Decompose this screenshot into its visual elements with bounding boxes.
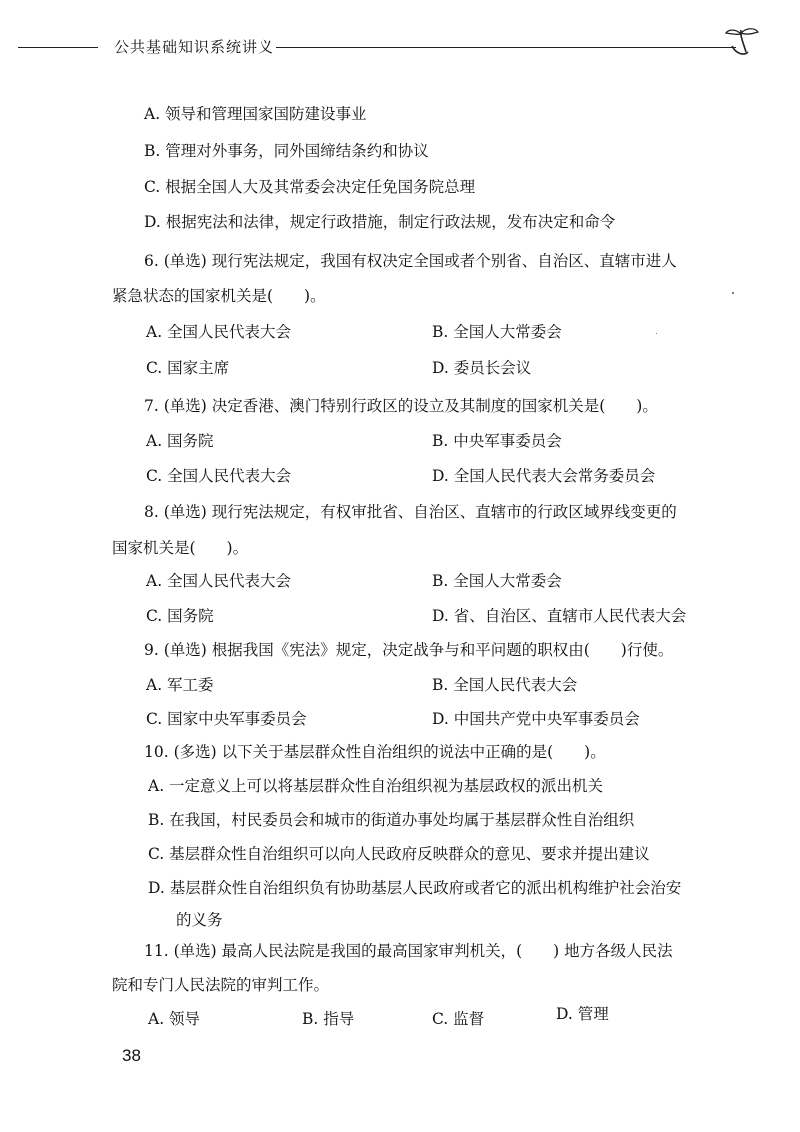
option-line: B. 全国人大常委会 [432, 572, 562, 590]
header-title: 公共基础知识系统讲义 [114, 38, 275, 56]
option-line: A. 领导 [148, 1010, 201, 1028]
option-line: D. 基层群众性自治组织负有协助基层人民政府或者它的派出机构维护社会治安 [148, 879, 682, 897]
header-rule-left [18, 47, 98, 48]
page-number: 38 [122, 1046, 141, 1065]
option-line: B. 指导 [302, 1010, 355, 1028]
question-6-cont: 紧急状态的国家机关是( )。 [112, 287, 326, 305]
option-line: C. 国家中央军事委员会 [146, 710, 307, 728]
option-line: C. 全国人民代表大会 [146, 467, 292, 485]
option-line: A. 全国人民代表大会 [146, 323, 292, 341]
option-line: D. 省、自治区、直辖市人民代表大会 [432, 607, 687, 625]
question-10: 10. (多选) 以下关于基层群众性自治组织的说法中正确的是( )。 [144, 743, 606, 761]
sprout-logo-icon [710, 24, 770, 64]
option-line: A. 全国人民代表大会 [146, 572, 292, 590]
option-line: D. 管理 [556, 1005, 609, 1023]
option-line: A. 国务院 [146, 432, 214, 450]
option-line: C. 监督 [432, 1010, 485, 1028]
scan-speck [656, 333, 657, 334]
question-6: 6. (单选) 现行宪法规定，我国有权决定全国或者个别省、自治区、直辖市进人 [144, 252, 677, 270]
option-line: A. 一定意义上可以将基层群众性自治组织视为基层政权的派出机关 [148, 777, 604, 795]
header-rule-right [276, 47, 736, 48]
option-line: A. 军工委 [146, 676, 214, 694]
option-line: B. 全国人大常委会 [432, 323, 562, 341]
scan-speck [732, 292, 734, 294]
option-line: D. 中国共产党中央军事委员会 [432, 710, 640, 728]
running-header [18, 30, 778, 64]
option-line: B. 在我国，村民委员会和城市的街道办事处均属于基层群众性自治组织 [148, 811, 635, 829]
question-11: 11. (单选) 最高人民法院是我国的最高国家审判机关，( ) 地方各级人民法 [144, 942, 673, 960]
option-line: C. 国务院 [146, 607, 214, 625]
option-line: D. 委员长会议 [432, 359, 532, 377]
option-line: C. 根据全国人大及其常委会决定任免国务院总理 [144, 178, 476, 196]
question-11-cont: 院和专门人民法院的审判工作。 [112, 976, 330, 994]
option-line: A. 领导和管理国家国防建设事业 [144, 105, 367, 123]
option-line-cont: 的义务 [176, 911, 223, 929]
option-line: B. 中央军事委员会 [432, 432, 562, 450]
question-8: 8. (单选) 现行宪法规定，有权审批省、自治区、直辖市的行政区域界线变更的 [144, 503, 677, 521]
option-line: B. 全国人民代表大会 [432, 676, 578, 694]
question-9: 9. (单选) 根据我国《宪法》规定，决定战争与和平问题的职权由( )行使。 [144, 641, 674, 659]
question-8-cont: 国家机关是( )。 [112, 539, 249, 557]
option-line: D. 根据宪法和法律，规定行政措施，制定行政法规，发布决定和命令 [144, 213, 616, 231]
option-line: B. 管理对外事务，同外国缔结条约和协议 [144, 142, 429, 160]
option-line: C. 国家主席 [146, 359, 230, 377]
question-7: 7. (单选) 决定香港、澳门特别行政区的设立及其制度的国家机关是( )。 [144, 397, 658, 415]
option-line: D. 全国人民代表大会常务委员会 [432, 467, 656, 485]
option-line: C. 基层群众性自治组织可以向人民政府反映群众的意见、要求并提出建议 [148, 845, 650, 863]
